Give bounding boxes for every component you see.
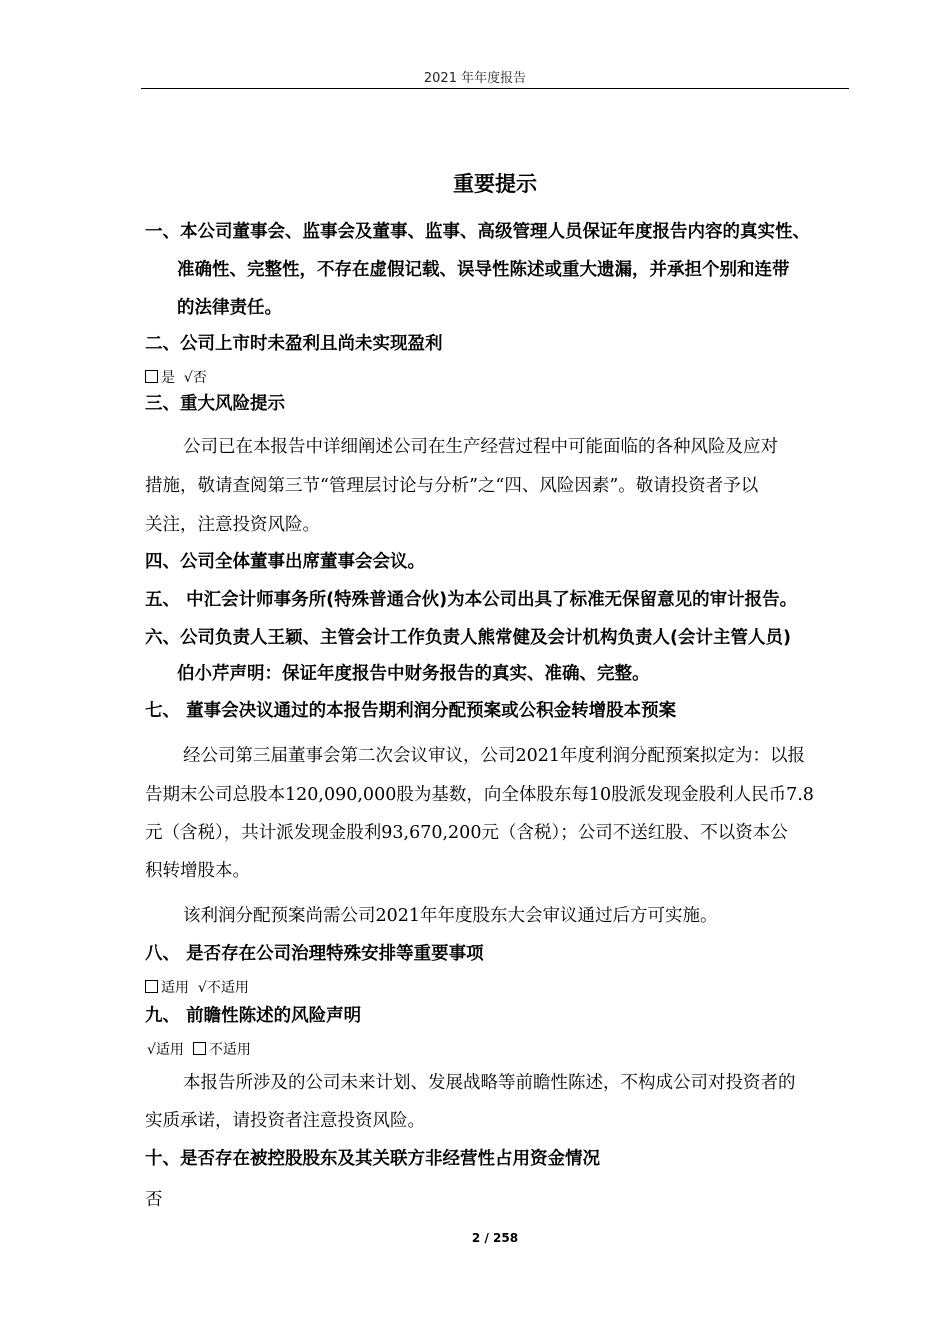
- section10-heading: 十、是否存在被控股股东及其关联方非经营性占用资金情况: [145, 1149, 600, 1169]
- section4-heading: 四、公司全体董事出席董事会会议。: [145, 552, 425, 572]
- section5-heading: 五、 中汇会计师事务所(特殊普通合伙)为本公司出具了标准无保留意见的审计报告。: [145, 590, 798, 610]
- page-header: 2021 年年度报告: [423, 71, 527, 86]
- option-no: √否: [183, 370, 207, 386]
- checkbox-empty-icon: [145, 370, 158, 383]
- section7-para1-line3: 元（含税），共计派发现金股利93,670,200元（含税）；公司不送红股、不以资本公: [145, 823, 788, 843]
- section9-line2: 实质承诺，请投资者注意投资风险。: [145, 1111, 425, 1131]
- section8-options: [145, 977, 249, 997]
- section3-line2: 措施，敬请查阅第三节“管理层讨论与分析”之“四、风险因素”。敬请投资者予以: [145, 476, 759, 496]
- page-title: 重要提示: [453, 172, 537, 196]
- section6-line1: 六、公司负责人王颖、主管会计工作负责人熊常健及会计机构负责人(会计主管人员): [145, 628, 791, 648]
- page-number: 2 / 258: [471, 1231, 519, 1245]
- section1-line1: 一、本公司董事会、监事会及董事、监事、高级管理人员保证年度报告内容的真实性、: [145, 222, 810, 242]
- section3-line3: 关注，注意投资风险。: [145, 515, 320, 535]
- header-divider: [141, 88, 849, 89]
- section7-para1-line2: 告期末公司总股本120,090,000股为基数，向全体股东每10股派发现金股利人民币7.8: [145, 785, 814, 805]
- checkbox-empty-icon: [145, 980, 158, 993]
- option-applicable: √适用: [147, 1042, 184, 1058]
- section9-line1: 本报告所涉及的公司未来计划、发展战略等前瞻性陈述，不构成公司对投资者的: [183, 1073, 796, 1093]
- section1-line2: 准确性、完整性，不存在虚假记载、误导性陈述或重大遗漏，并承担个别和连带: [177, 260, 790, 280]
- section7-para1-line1: 经公司第三届董事会第二次会议审议，公司2021年度利润分配预案拟定为：以报: [183, 746, 806, 766]
- section10-answer: 否: [145, 1190, 163, 1210]
- section9-heading: 九、 前瞻性陈述的风险声明: [145, 1006, 362, 1026]
- option-applicable: 适用: [161, 980, 189, 996]
- checkbox-empty-icon: [193, 1042, 206, 1055]
- section7-heading: 七、 董事会决议通过的本报告期利润分配预案或公积金转增股本预案: [145, 701, 677, 721]
- section1-line3: 的法律责任。: [177, 298, 282, 318]
- section8-heading: 八、 是否存在公司治理特殊安排等重要事项: [145, 944, 484, 964]
- option-not-applicable: √不适用: [197, 980, 249, 996]
- section2-heading: 二、公司上市时未盈利且尚未实现盈利: [145, 334, 443, 354]
- section3-line1: 公司已在本报告中详细阐述公司在生产经营过程中可能面临的各种风险及应对: [183, 437, 778, 457]
- option-yes: 是: [161, 370, 175, 386]
- section7-para2: 该利润分配预案尚需公司2021年年度股东大会审议通过后方可实施。: [183, 906, 718, 926]
- section9-options: [147, 1039, 251, 1059]
- section3-heading: 三、重大风险提示: [145, 394, 285, 414]
- section7-para1-line4: 积转增股本。: [145, 861, 250, 881]
- option-not-applicable: 不适用: [208, 1042, 251, 1058]
- section2-options: [145, 367, 207, 387]
- section6-line2: 伯小芹声明：保证年度报告中财务报告的真实、准确、完整。: [177, 664, 650, 684]
